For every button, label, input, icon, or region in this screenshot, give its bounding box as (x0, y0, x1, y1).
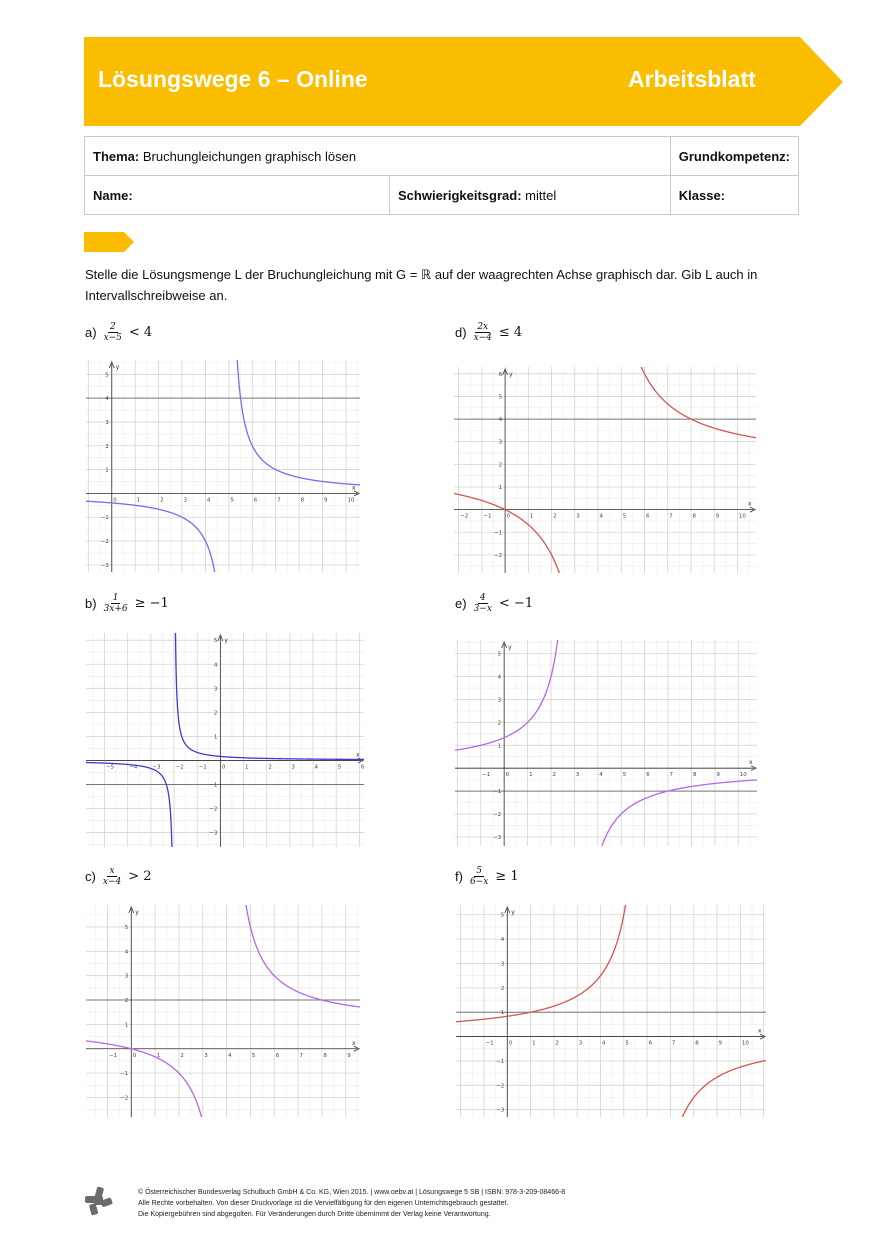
y-tick-label: −1 (496, 1058, 505, 1065)
x-tick-label: 10 (738, 513, 746, 520)
header-worksheet-type: Arbeitsblatt (628, 66, 756, 92)
y-tick-label: 5 (213, 638, 218, 645)
task-b (85, 593, 169, 614)
x-tick-label: −1 (198, 764, 207, 771)
x-tick-label: 6 (360, 764, 365, 771)
header-title: Lösungswege 6 – Online (98, 66, 368, 92)
x-tick-label: 1 (532, 1040, 536, 1047)
fraction (472, 322, 494, 343)
name-label: Name: (93, 187, 133, 203)
y-tick-label: −3 (100, 562, 109, 569)
grid-fine (86, 360, 360, 572)
relation: ≥ 1 (495, 869, 519, 884)
y-tick-label: 4 (124, 949, 129, 956)
function-curve-branch-2 (666, 1060, 766, 1188)
x-tick-label: 9 (347, 1052, 351, 1059)
y-tick-label: 5 (497, 651, 502, 658)
x-tick-label: 4 (314, 764, 319, 771)
name-cell[interactable] (85, 176, 390, 215)
footer-line-1: © Österreichischer Bundesverlag Schulbuch GmbH & Co. KG, Wien 2015. | www.oebv.at | Lösungswege 5 SB | ISBN: 978-3-209-08466-8 (138, 1189, 566, 1196)
thema-label: Thema: (93, 148, 140, 164)
x-tick-label: −1 (483, 513, 492, 520)
y-tick-label: 1 (498, 484, 503, 491)
y-tick-label: 2 (124, 998, 129, 1005)
x-tick-label: 3 (575, 772, 580, 779)
y-tick-label: −1 (209, 782, 218, 789)
x-tick-label: 10 (741, 1040, 749, 1047)
x-tick-label: 5 (622, 772, 627, 779)
fraction (468, 866, 490, 887)
footer-text (138, 1187, 565, 1220)
x-tick-label: 7 (277, 497, 281, 504)
y-tick-label: 4 (213, 662, 218, 669)
graph-d (454, 367, 756, 573)
publisher-logo (84, 1186, 114, 1216)
function-curve-branch-2 (175, 578, 364, 759)
y-tick-label: 3 (498, 439, 503, 446)
graph-c (86, 905, 360, 1117)
y-tick-label: 3 (497, 697, 502, 704)
numerator: 2 (109, 322, 116, 332)
x-tick-label: 6 (253, 497, 258, 504)
x-axis-label: x (748, 500, 752, 508)
y-tick-label: 3 (500, 961, 505, 968)
y-axis-label: y (135, 909, 139, 916)
denominator: x−4 (102, 877, 122, 887)
numerator: 5 (476, 866, 482, 876)
task-d (455, 322, 522, 343)
y-tick-label: −1 (100, 515, 109, 522)
y-tick-label: −3 (493, 834, 502, 841)
grid-fine (86, 905, 360, 1117)
graph-b (86, 633, 364, 847)
x-tick-label: −1 (108, 1052, 118, 1059)
x-tick-label: −2 (175, 764, 184, 771)
relation: ≤ 4 (498, 325, 523, 340)
numerator: 4 (479, 593, 486, 603)
y-tick-label: 1 (497, 743, 502, 750)
x-tick-label: −3 (152, 764, 161, 771)
grid-major (86, 360, 360, 572)
y-tick-label: 6 (498, 371, 503, 378)
x-tick-label: 3 (578, 1040, 583, 1047)
y-tick-label: 2 (498, 462, 503, 469)
x-axis-label: x (356, 751, 360, 759)
relation: < −1 (498, 596, 534, 611)
function-curve-branch-1 (86, 1041, 212, 1189)
schwierigkeit-label: Schwierigkeitsgrad: (398, 187, 522, 203)
x-tick-label: 4 (599, 513, 604, 520)
footer-line-2: Alle Rechte vorbehalten. Von dieser Druckvorlage ist die Vervielfältigung für den eigenen Unterrichtsgebrauch gestattet. (138, 1200, 509, 1207)
y-tick-label: −3 (496, 1107, 505, 1114)
x-tick-label: 1 (529, 772, 533, 779)
x-tick-label: 1 (136, 497, 141, 504)
x-axis-label: x (758, 1027, 762, 1035)
x-tick-label: 0 (221, 764, 226, 771)
x-tick-label: 0 (506, 513, 511, 520)
x-tick-label: 0 (508, 1040, 513, 1047)
grundkompetenz-label: Grundkompetenz: (678, 148, 790, 164)
x-tick-label: 7 (669, 513, 673, 520)
x-tick-label: 2 (160, 497, 164, 504)
grid-major (86, 633, 364, 847)
y-axis-label: y (511, 909, 515, 916)
schwierigkeit-value: mittel (525, 187, 557, 203)
footer-line-3: Die Kopiergebühren sind abgegolten. Für Veränderungen durch Dritte übernimmt der Verlag keine Verantwortung. (138, 1211, 491, 1218)
klasse-label: Klasse: (678, 187, 726, 203)
x-tick-label: 6 (645, 513, 650, 520)
task-label: a) (85, 325, 97, 340)
function-curve-branch-1 (456, 835, 633, 1022)
x-tick-label: 3 (183, 497, 188, 504)
y-tick-label: −2 (496, 1083, 505, 1090)
relation: > 2 (128, 869, 152, 884)
x-tick-label: 8 (695, 1040, 699, 1047)
function-curve-branch-2 (624, 300, 756, 438)
relation: ≥ −1 (134, 596, 169, 611)
denominator: x−4 (473, 333, 492, 343)
x-tick-label: 5 (337, 764, 342, 771)
x-tick-label: 4 (599, 772, 603, 779)
thema-value: Bruchungleichungen graphisch lösen (142, 148, 357, 164)
y-tick-label: 4 (498, 417, 503, 424)
task-label: e) (455, 596, 467, 611)
numerator: 2x (477, 322, 489, 332)
y-axis-label: y (508, 644, 512, 651)
y-tick-label: 1 (124, 1022, 129, 1029)
task-label: f) (455, 869, 463, 884)
numerator: 1 (112, 593, 119, 603)
x-tick-label: 3 (204, 1052, 208, 1059)
y-tick-label: 3 (213, 686, 218, 693)
y-tick-label: 2 (213, 710, 218, 717)
x-tick-label: 9 (715, 513, 720, 520)
task-label: b) (85, 596, 97, 611)
x-tick-label: −1 (482, 772, 491, 779)
x-tick-label: −4 (129, 764, 138, 771)
x-tick-label: −1 (485, 1040, 494, 1047)
x-axis-label: x (352, 1039, 356, 1047)
x-tick-label: 5 (251, 1052, 256, 1059)
y-tick-label: 2 (500, 985, 505, 992)
x-tick-label: 1 (245, 764, 249, 771)
x-tick-label: 3 (291, 764, 295, 771)
task-c (85, 866, 151, 887)
x-tick-label: 2 (555, 1040, 559, 1047)
task-e (455, 593, 533, 614)
x-tick-label: 8 (692, 772, 697, 779)
y-axis-label: y (224, 637, 228, 644)
x-tick-label: 5 (230, 497, 234, 504)
x-tick-label: 1 (529, 513, 534, 520)
x-tick-label: 8 (300, 497, 305, 504)
fraction (472, 593, 494, 614)
y-tick-label: −2 (493, 811, 502, 818)
x-axis-label: x (352, 484, 356, 492)
y-tick-label: 4 (500, 937, 505, 944)
fraction (102, 322, 124, 343)
x-tick-label: 10 (739, 772, 747, 779)
y-tick-label: −3 (209, 830, 218, 837)
x-tick-label: 0 (132, 1052, 137, 1059)
denominator: 3−x (473, 604, 492, 614)
fraction (102, 593, 130, 614)
relation: < 4 (128, 325, 153, 340)
x-tick-label: 7 (299, 1052, 304, 1059)
x-tick-label: 2 (180, 1052, 184, 1059)
function-curve-branch-2 (234, 292, 360, 485)
function-curve-branch-2 (239, 832, 360, 1007)
instruction-text: Stelle die Lösungsmenge L der Bruchungleichung mit G = ℝ auf der waagrechten Achse graphisch dar. Gib L auch in Intervallschreibweise an. (85, 267, 758, 303)
section-marker (84, 232, 136, 252)
y-tick-label: 5 (498, 394, 503, 401)
y-axis-label: y (509, 371, 513, 378)
y-tick-label: 3 (124, 973, 129, 980)
y-tick-label: −2 (100, 539, 109, 546)
x-tick-label: 5 (622, 513, 627, 520)
task-label: d) (455, 325, 467, 340)
y-tick-label: −1 (120, 1071, 129, 1078)
task-f (455, 866, 519, 887)
x-axis-label: x (749, 759, 753, 767)
y-tick-label: −1 (493, 530, 503, 537)
x-tick-label: 0 (113, 497, 117, 504)
x-tick-label: 5 (625, 1040, 629, 1047)
x-tick-label: 10 (347, 497, 355, 504)
y-tick-label: 1 (105, 467, 109, 474)
function-curve-branch-1 (86, 501, 221, 643)
x-tick-label: 8 (323, 1052, 327, 1059)
y-tick-label: −2 (493, 552, 503, 559)
y-tick-label: 5 (500, 912, 505, 919)
klasse-cell[interactable] (670, 176, 798, 215)
y-tick-label: 5 (105, 372, 109, 379)
x-tick-label: 7 (671, 1040, 676, 1047)
denominator: x−5 (103, 333, 122, 343)
task-label: c) (85, 869, 96, 884)
x-tick-label: 2 (268, 764, 272, 771)
task-a (85, 322, 152, 343)
x-tick-label: 8 (692, 513, 696, 520)
graph-e (455, 640, 757, 846)
y-tick-label: −2 (209, 806, 218, 813)
fraction (101, 866, 123, 887)
x-tick-label: −5 (106, 764, 115, 771)
x-tick-label: 6 (648, 1040, 653, 1047)
x-tick-label: 4 (228, 1052, 232, 1059)
x-tick-label: 1 (156, 1052, 161, 1059)
grundkompetenz-cell (670, 137, 798, 176)
denominator: 6−x (469, 877, 489, 887)
x-tick-label: 6 (646, 772, 650, 779)
x-tick-label: 7 (669, 772, 674, 779)
y-tick-label: 2 (105, 443, 109, 450)
x-tick-label: 4 (602, 1040, 606, 1047)
x-tick-label: −2 (460, 513, 469, 520)
y-tick-label: 3 (105, 419, 109, 426)
x-tick-label: 4 (206, 497, 211, 504)
x-tick-label: 2 (552, 772, 556, 779)
y-tick-label: 5 (124, 924, 129, 931)
x-tick-label: 0 (505, 772, 510, 779)
graph-f (456, 905, 766, 1117)
schwierigkeit-cell (390, 176, 671, 215)
x-tick-label: 9 (718, 1040, 723, 1047)
y-tick-label: 4 (497, 674, 502, 681)
x-tick-label: 9 (324, 497, 328, 504)
y-tick-label: 4 (105, 396, 109, 403)
y-tick-label: 1 (213, 734, 218, 741)
denominator: 3x+6 (103, 604, 128, 614)
y-tick-label: 1 (500, 1010, 505, 1017)
x-tick-label: 2 (553, 513, 557, 520)
thema-cell (85, 137, 671, 176)
x-tick-label: 9 (716, 772, 720, 779)
y-tick-label: −1 (493, 789, 502, 796)
x-tick-label: 3 (576, 513, 580, 520)
x-tick-label: 6 (275, 1052, 280, 1059)
graph-a (86, 360, 360, 572)
y-axis-label: y (115, 364, 120, 371)
y-tick-label: −2 (120, 1095, 129, 1102)
function-curve-branch-2 (589, 780, 757, 914)
numerator: x (109, 866, 115, 876)
y-tick-label: 2 (497, 720, 502, 727)
info-table (84, 136, 799, 215)
